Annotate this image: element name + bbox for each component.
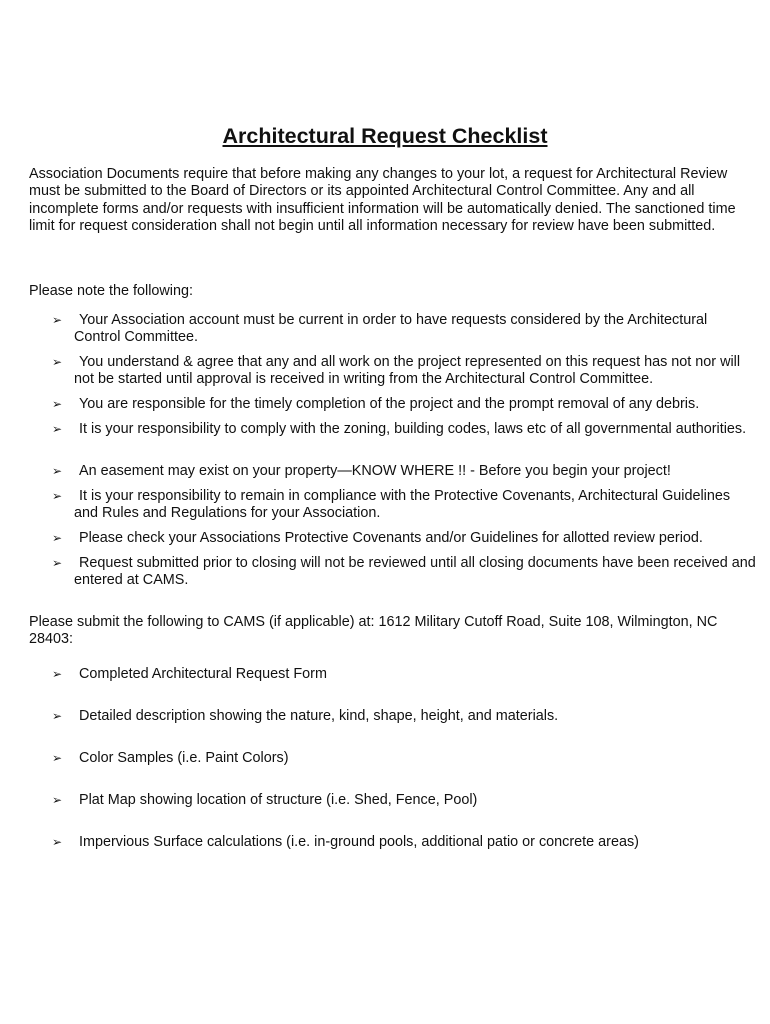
- arrow-bullet-icon: ➢: [52, 355, 63, 369]
- arrow-bullet-icon: ➢: [52, 531, 63, 545]
- arrow-bullet-icon: ➢: [52, 313, 63, 327]
- list-item: [52, 421, 757, 438]
- arrow-bullet-icon: ➢: [52, 556, 63, 570]
- list-item-text: Detailed description showing the nature, kind, shape, height, and materials.: [79, 708, 559, 724]
- notes-heading: Please note the following:: [29, 283, 194, 299]
- list-item-text: It is your responsibility to comply with the zoning, building codes, laws etc of all governmental authorities.: [79, 421, 747, 437]
- list-item: [52, 463, 757, 480]
- arrow-bullet-icon: ➢: [52, 422, 63, 436]
- arrow-bullet-icon: ➢: [52, 793, 63, 807]
- list-item: [52, 792, 757, 809]
- list-item: [52, 834, 757, 851]
- arrow-bullet-icon: ➢: [52, 751, 63, 765]
- list-item-text: Impervious Surface calculations (i.e. in-ground pools, additional patio or concrete areas): [79, 834, 639, 850]
- list-item: [52, 555, 757, 590]
- list-item-text: Color Samples (i.e. Paint Colors): [79, 750, 289, 766]
- arrow-bullet-icon: ➢: [52, 489, 63, 503]
- list-item-text: You understand & agree that any and all work on the project represented on this request has not nor will not be started until approval is received in writing from the Architectural Control Committee.: [74, 354, 741, 388]
- list-item-text: Plat Map showing location of structure (i.e. Shed, Fence, Pool): [79, 792, 478, 808]
- list-item-text: Request submitted prior to closing will not be reviewed until all closing documents have been received and entered at CAMS.: [74, 555, 756, 589]
- intro-paragraph: Association Documents require that before making any changes to your lot, a request for Architectural Review must be submitted to the Board of Directors or its appointed Architectural Control Committee. Any and all incomplete forms and/or requests with insufficient information will be automatically denied. The sanctioned time limit for request consideration shall not begin until all information necessary for review have been submitted.: [29, 166, 736, 234]
- list-item: [52, 530, 757, 547]
- arrow-bullet-icon: ➢: [52, 709, 63, 723]
- arrow-bullet-icon: ➢: [52, 835, 63, 849]
- list-item-text: It is your responsibility to remain in compliance with the Protective Covenants, Architectural Guidelines and Rules and Regulations for your Association.: [74, 488, 731, 522]
- list-item: [52, 396, 757, 413]
- list-item-text: Please check your Associations Protective Covenants and/or Guidelines for allotted review period.: [79, 530, 703, 546]
- list-item: [52, 354, 757, 389]
- page-title: Architectural Request Checklist: [222, 124, 548, 148]
- list-item-text: Your Association account must be current in order to have requests considered by the Architectural Control Committee.: [74, 312, 708, 346]
- arrow-bullet-icon: ➢: [52, 464, 63, 478]
- list-item-text: Completed Architectural Request Form: [79, 666, 327, 682]
- submit-instructions: Please submit the following to CAMS (if applicable) at: 1612 Military Cutoff Road, Suite 108, Wilmington, NC 28403:: [29, 614, 718, 648]
- list-item-text: An easement may exist on your property—KNOW WHERE !! - Before you begin your project!: [79, 463, 671, 479]
- list-item: [52, 708, 757, 725]
- list-item: [52, 750, 757, 767]
- list-item: [52, 488, 757, 523]
- arrow-bullet-icon: ➢: [52, 397, 63, 411]
- list-item: [52, 666, 757, 683]
- arrow-bullet-icon: ➢: [52, 667, 63, 681]
- list-item: [52, 312, 757, 347]
- list-item-text: You are responsible for the timely completion of the project and the prompt removal of any debris.: [79, 396, 700, 412]
